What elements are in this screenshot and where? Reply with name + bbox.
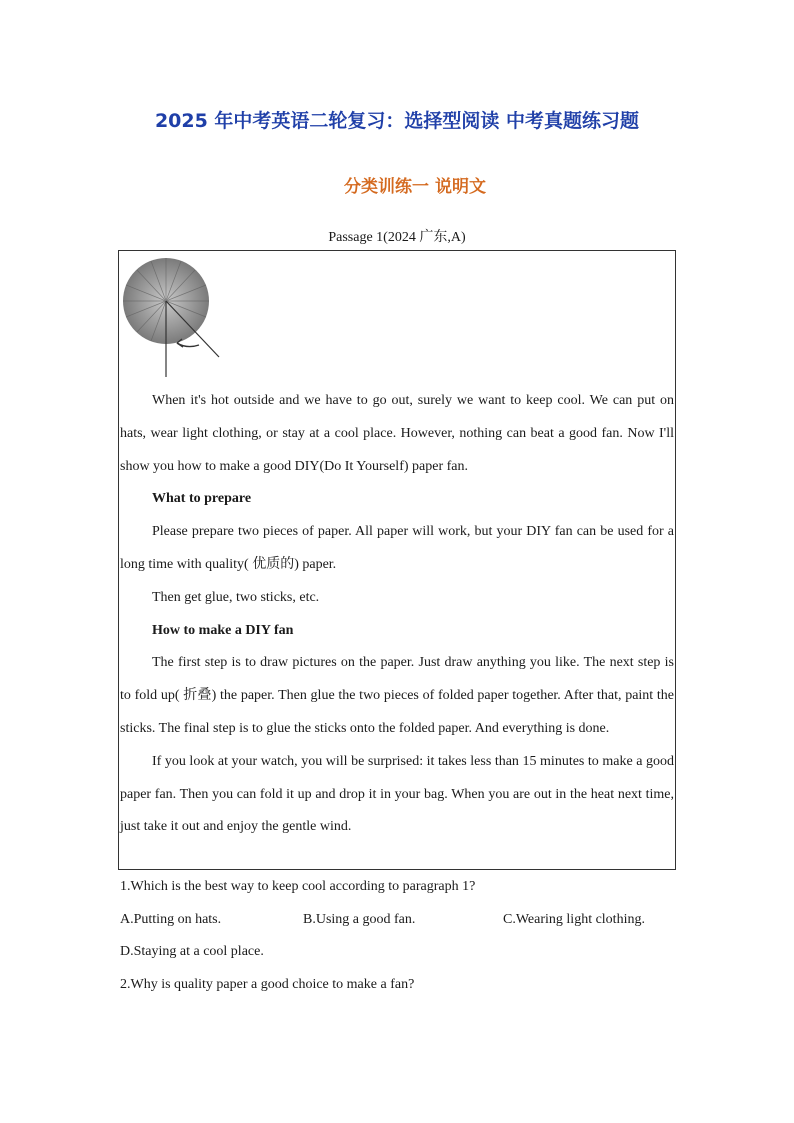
question-1-option-a: A.Putting on hats. (120, 912, 222, 927)
question-1-option-c: C.Wearing light clothing. (503, 912, 645, 927)
paragraph-1: When it's hot outside and we have to go out, surely we want to keep cool. We can put on hats, wear light clothing, or stay at a cool place. However, nothing can beat a good fan. Now I'll show you how to make a good DIY(Do It Yourself) paper fan. (120, 393, 674, 474)
paragraph-4: The first step is to draw pictures on the paper. Just draw anything you like. The next step is to fold up( 折叠) the paper. Then glue the two pieces of folded paper together. After that, paint the sticks. The final step is to glue the sticks onto the folded paper. And everything is done. (120, 655, 674, 736)
paper-fan-illustration (121, 257, 231, 377)
passage-label: Passage 1(2024 广东,A) (328, 230, 466, 245)
passage-text (120, 385, 674, 844)
heading-how-to-make: How to make a DIY fan (152, 622, 294, 638)
heading-what-to-prepare: What to prepare (152, 491, 252, 507)
page-title: 2025 年中考英语二轮复习：选择型阅读 中考真题练习题 (154, 110, 640, 132)
passage-box (118, 250, 676, 870)
section-subtitle: 分类训练一 说明文 (344, 177, 486, 197)
paragraph-5: If you look at your watch, you will be surprised: it takes less than 15 minutes to make a good paper fan. Then you can fold it up and drop it in your bag. When you are out in the heat next time, just take it out and enjoy the gentle wind. (120, 753, 674, 835)
question-1-option-d: D.Staying at a cool place. (120, 944, 264, 959)
question-2-stem: 2.Why is quality paper a good choice to make a fan? (120, 977, 415, 992)
question-1-option-b: B.Using a good fan. (303, 912, 416, 927)
paragraph-3: Then get glue, two sticks, etc. (152, 589, 320, 605)
paragraph-2: Please prepare two pieces of paper. All paper will work, but your DIY fan can be used for a long time with quality( 优质的) paper. (120, 524, 674, 572)
question-1-stem: 1.Which is the best way to keep cool according to paragraph 1? (120, 879, 476, 894)
